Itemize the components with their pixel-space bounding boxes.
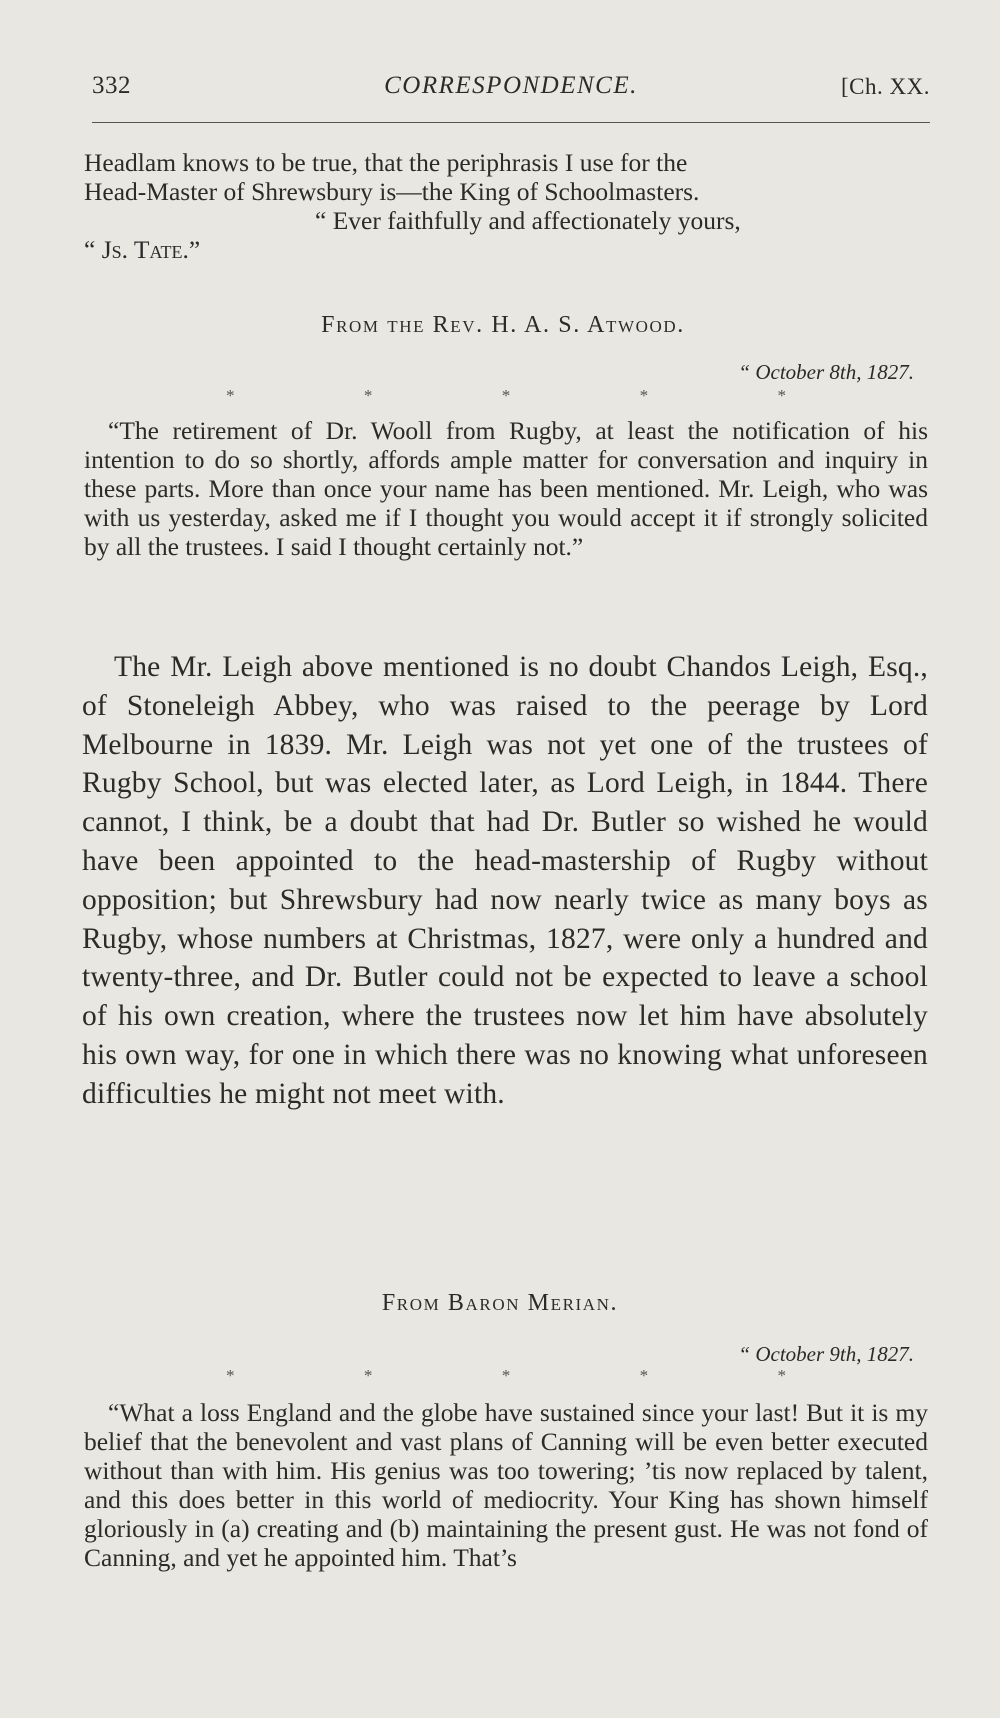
tate-letter-line-1: Headlam knows to be true, that the periphrasis I use for the xyxy=(84,148,688,177)
merian-letter-heading: From Baron Merian. xyxy=(381,1290,619,1316)
tate-letter-line-2: Head-Master of Shrewsbury is—the King of Schoolmasters. xyxy=(84,177,700,206)
merian-letter-date: “ October 9th, 1827. xyxy=(738,1342,914,1366)
tate-letter-closing: “ Ever faithfully and affectionately yours, xyxy=(315,206,741,235)
tate-letter-signature: “ Js. Tate.” xyxy=(84,235,201,264)
tate-letter-end xyxy=(84,148,928,264)
asterisk: * xyxy=(363,386,373,405)
merian-letter-body xyxy=(84,1398,928,1572)
asterisk: * xyxy=(226,386,235,405)
chapter-marker: [Ch. XX. xyxy=(841,74,930,99)
asterisk: * xyxy=(363,1366,373,1385)
page-number: 332 xyxy=(92,72,131,99)
asterisk: * xyxy=(639,386,649,405)
atwood-letter-date: “ October 8th, 1827. xyxy=(738,360,914,384)
asterisk: * xyxy=(226,1366,235,1385)
running-title: CORRESPONDENCE. xyxy=(384,72,638,99)
asterisk: * xyxy=(501,1366,511,1385)
merian-letter-text: “What a loss England and the globe have sustained since your last! But it is my belief that the benevolent and vast plans of Canning will be even better executed without than with him. His genius was too towering; ’tis now replaced by talent, and this does better in this world of mediocrity. Your King has shown himself gloriously in (a) creating and (b) maintaining the present gust. He was not fond of Canning, and yet he appointed him. That’s xyxy=(84,1398,928,1572)
asterisk: * xyxy=(639,1366,649,1385)
atwood-letter-heading: From the Rev. H. A. S. Atwood. xyxy=(321,312,685,338)
atwood-letter-body xyxy=(84,416,928,561)
commentary xyxy=(82,648,928,1114)
commentary-paragraph: The Mr. Leigh above mentioned is no doubt Chandos Leigh, Esq., of Stoneleigh Abbey, who was raised to the peerage by Lord Melbourne in 1839. Mr. Leigh was not yet one of the trustees of Rugby School, but was elected later, as Lord Leigh, in 1844. There cannot, I think, be a doubt that had Dr. Butler so wished he would have been appointed to the head-mastership of Rugby without opposition; but Shrewsbury had now nearly twice as many boys as Rugby, whose numbers at Christmas, 1827, were only a hundred and twenty-three, and Dr. Butler could not be expected to leave a school of his own creation, where the trustees now let him have absolutely his own way, for one in which there was no knowing what unforeseen difficulties he might not meet with. xyxy=(82,651,928,1110)
merian-asterisks xyxy=(226,1366,786,1386)
asterisk: * xyxy=(777,1366,786,1385)
asterisk: * xyxy=(777,386,786,405)
header-rule xyxy=(92,122,930,123)
running-head xyxy=(92,72,930,112)
atwood-letter-text: “The retirement of Dr. Wooll from Rugby, at least the notification of his intention to do so shortly, affords ample matter for conversation and inquiry in these parts. More than once your name has been mentioned. Mr. Leigh, who was with us yesterday, asked me if I thought you would accept it if strongly solicited by all the trustees. I said I thought certainly not.” xyxy=(84,416,928,561)
asterisk: * xyxy=(501,386,511,405)
atwood-asterisks xyxy=(226,386,786,406)
